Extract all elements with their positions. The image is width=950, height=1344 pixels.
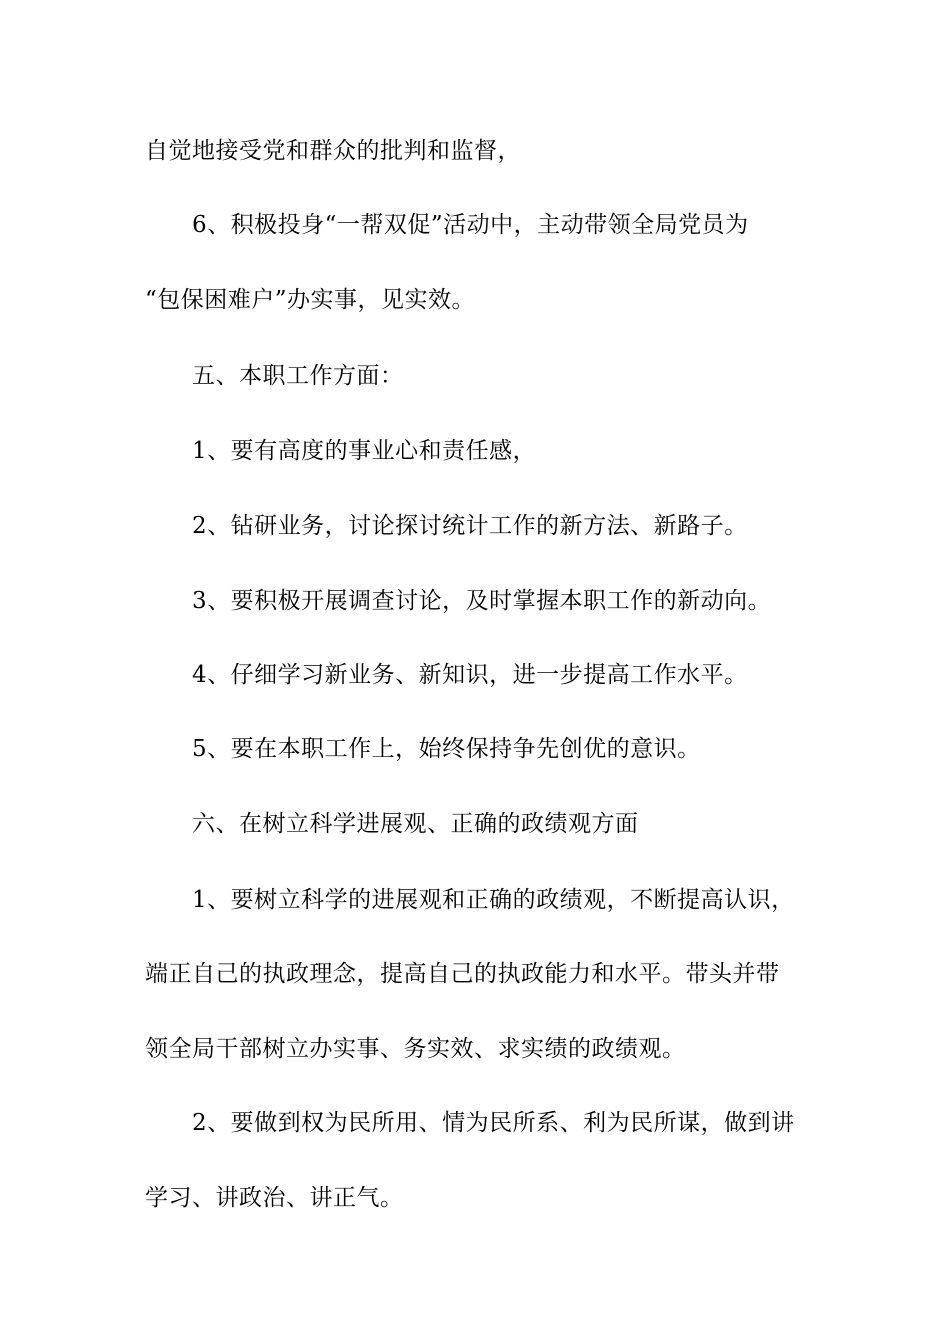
text-line-5: 1、要有高度的事业心和责任感，: [192, 438, 537, 464]
section-heading-six: 六、在树立科学进展观、正确的政绩观方面: [192, 811, 639, 837]
text-line-9: 5、要在本职工作上，始终保持争先创优的意识。: [192, 736, 701, 762]
text-line-7: 3、要积极开展调查讨论，及时掌握本职工作的新动向。: [192, 588, 772, 614]
text-line-11: 1、要树立科学的进展观和正确的政绩观，不断提高认识，: [192, 887, 795, 913]
text-line-6: 2、钻研业务，讨论探讨统计工作的新方法、新路子。: [192, 513, 748, 539]
text-line-12: 端正自己的执政理念，提高自己的执政能力和水平。带头并带: [145, 961, 780, 987]
text-line-8: 4、仔细学习新业务、新知识，进一步提高工作水平。: [192, 662, 748, 688]
text-line-2: 6、积极投身“一帮双促”活动中，主动带领全局党员为: [192, 212, 749, 238]
text-line-1: 自觉地接受党和群众的批判和监督，: [145, 138, 521, 164]
text-line-3: “包保困难户”办实事，见实效。: [145, 287, 476, 313]
text-line-15: 学习、讲政治、讲正气。: [145, 1185, 404, 1211]
text-line-13: 领全局干部树立办实事、务实效、求实绩的政绩观。: [145, 1036, 686, 1062]
text-line-14: 2、要做到权为民所用、情为民所系、利为民所谋，做到讲: [192, 1110, 795, 1136]
section-heading-five: 五、本职工作方面：: [192, 363, 404, 389]
